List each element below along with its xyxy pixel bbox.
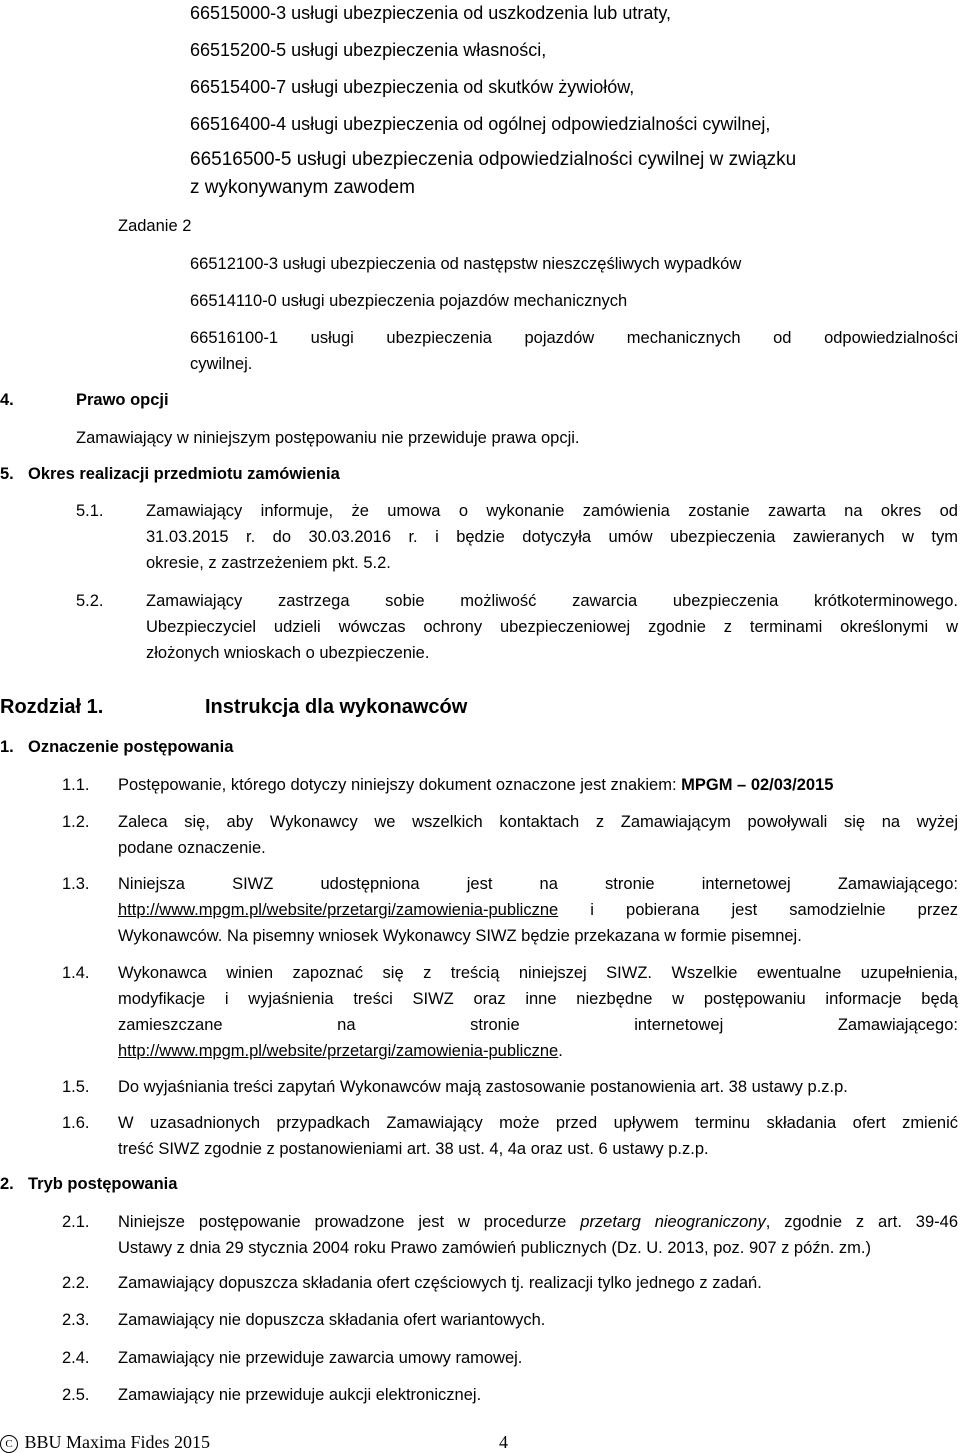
item-number: 1.4.: [62, 964, 90, 982]
siwz-link[interactable]: http://www.mpgm.pl/website/przetargi/zamowienia-publiczne: [118, 1042, 559, 1060]
item-number: 2.4.: [62, 1349, 90, 1367]
cpv-item: 66512100-3 usługi ubezpieczenia od następstw nieszczęśliwych wypadków: [190, 255, 742, 273]
item-number: 1.1.: [62, 776, 90, 794]
item-number: 1.3.: [62, 875, 90, 893]
section-title: Prawo opcji: [76, 391, 169, 409]
paragraph: Zamawiający zastrzega sobie możliwość zawarcia ubezpieczenia krótkoterminowego. Ubezpieczyciel udzieli wówczas ochrony ubezpieczeniowej zgodnie z terminami określonymi w złożonych wnioskach o ubezpieczenie.: [146, 592, 958, 662]
paragraph: Zamawiający nie przewiduje aukcji elektronicznej.: [118, 1386, 482, 1404]
section-number: 4.: [0, 391, 14, 409]
item-number: 2.2.: [62, 1274, 90, 1292]
copyright-icon: C: [0, 1435, 18, 1453]
zadanie-label: Zadanie 2: [118, 217, 192, 235]
paragraph: Zamawiający dopuszcza składania ofert częściowych tj. realizacji tylko jednego z zadań.: [118, 1274, 762, 1292]
siwz-link[interactable]: http://www.mpgm.pl/website/przetargi/zamowienia-publiczne: [118, 901, 559, 919]
paragraph: Do wyjaśniania treści zapytań Wykonawców mają zastosowanie postanowienia art. 38 ustawy p.z.p.: [118, 1078, 848, 1096]
page-footer: [0, 1432, 508, 1453]
cpv-item: 66515000-3 usługi ubezpieczenia od uszkodzenia lub utraty,: [190, 3, 671, 23]
paragraph: Zamawiający nie przewiduje zawarcia umowy ramowej.: [118, 1349, 523, 1367]
cpv-item: 66516400-4 usługi ubezpieczenia od ogólnej odpowiedzialności cywilnej,: [190, 114, 771, 134]
cpv-item: 66516500-5 usługi ubezpieczenia odpowiedzialności cywilnej w związku: [190, 149, 797, 170]
cpv-item: 66516100-1 usługi ubezpieczenia pojazdów mechanicznych od odpowiedzialności cywilnej.: [190, 329, 958, 373]
footer-text: BBU Maxima Fides 2015: [24, 1432, 211, 1452]
section-number: 5.: [0, 465, 14, 483]
paragraph: Postępowanie, którego dotyczy niniejszy dokument oznaczone jest znakiem: MPGM – 02/03/2015: [118, 776, 834, 794]
paragraph: W uzasadnionych przypadkach Zamawiający może przed upływem terminu składania ofert zmienić treść SIWZ zgodnie z postanowieniami art. 38 ust. 4, 4a oraz ust. 6 ustawy p.z.p.: [118, 1114, 958, 1158]
cpv-item: 66514110-0 usługi ubezpieczenia pojazdów mechanicznych: [190, 292, 628, 310]
cpv-item: 66515200-5 usługi ubezpieczenia własności,: [190, 40, 547, 60]
item-number: 2.1.: [62, 1213, 90, 1231]
section-title: Oznaczenie postępowania: [28, 738, 234, 756]
section-number: 2.: [0, 1175, 14, 1193]
item-number: 5.1.: [76, 502, 104, 520]
paragraph: Zamawiający informuje, że umowa o wykonanie zamówienia zostanie zawarta na okres od 31.03.2015 r. do 30.03.2016 r. i będzie dotyczyła umów ubezpieczenia zawieranych w tym okresie, z zastrzeżeniem pkt. 5.2.: [146, 502, 958, 572]
paragraph: Zamawiający nie dopuszcza składania ofert wariantowych.: [118, 1311, 546, 1329]
paragraph: Niniejsza SIWZ udostępniona jest na stronie internetowej Zamawiającego: http://www.mpgm.pl/website/przetargi/zamowienia-publiczne i pobierana jest samodzielnie przez Wykonawców. Na pisemny wniosek Wykonawcy SIWZ będzie przekazana w formie pisemnej.: [118, 875, 958, 945]
cpv-item-cont: z wykonywanym zawodem: [190, 177, 415, 198]
case-number: MPGM – 02/03/2015: [681, 776, 834, 794]
page-number: 4: [499, 1432, 508, 1452]
paragraph: Wykonawca winien zapoznać się z treścią niniejszej SIWZ. Wszelkie ewentualne uzupełnienia, modyfikacje i wyjaśnienia treści SIWZ oraz inne niezbędne w postępowaniu informacje będą zamieszczane na stronie internetowej Zamawiającego: http://www.mpgm.pl/website/przetargi/zamowienia-publiczne.: [118, 964, 958, 1060]
item-number: 5.2.: [76, 592, 104, 610]
paragraph: Zamawiający w niniejszym postępowaniu nie przewiduje prawa opcji.: [76, 429, 580, 447]
cpv-item: 66515400-7 usługi ubezpieczenia od skutków żywiołów,: [190, 77, 635, 97]
item-number: 1.6.: [62, 1114, 90, 1132]
section-number: 1.: [0, 738, 14, 756]
paragraph: Niniejsze postępowanie prowadzone jest w procedurze przetarg nieograniczony, zgodnie z art. 39-46 Ustawy z dnia 29 stycznia 2004 roku Prawo zamówień publicznych (Dz. U. 2013, poz. 907 z późn. zm.): [118, 1213, 959, 1257]
section-title: Okres realizacji przedmiotu zamówienia: [28, 465, 340, 483]
item-number: 1.2.: [62, 813, 90, 831]
section-title: Tryb postępowania: [28, 1175, 178, 1193]
item-number: 2.5.: [62, 1386, 90, 1404]
paragraph: Zaleca się, aby Wykonawcy we wszelkich kontaktach z Zamawiającym powoływali się na wyżej podane oznaczenie.: [118, 813, 958, 857]
chapter-title: Instrukcja dla wykonawców: [205, 696, 468, 718]
item-number: 2.3.: [62, 1311, 90, 1329]
item-number: 1.5.: [62, 1078, 90, 1096]
chapter-label: Rozdział 1.: [0, 696, 104, 718]
